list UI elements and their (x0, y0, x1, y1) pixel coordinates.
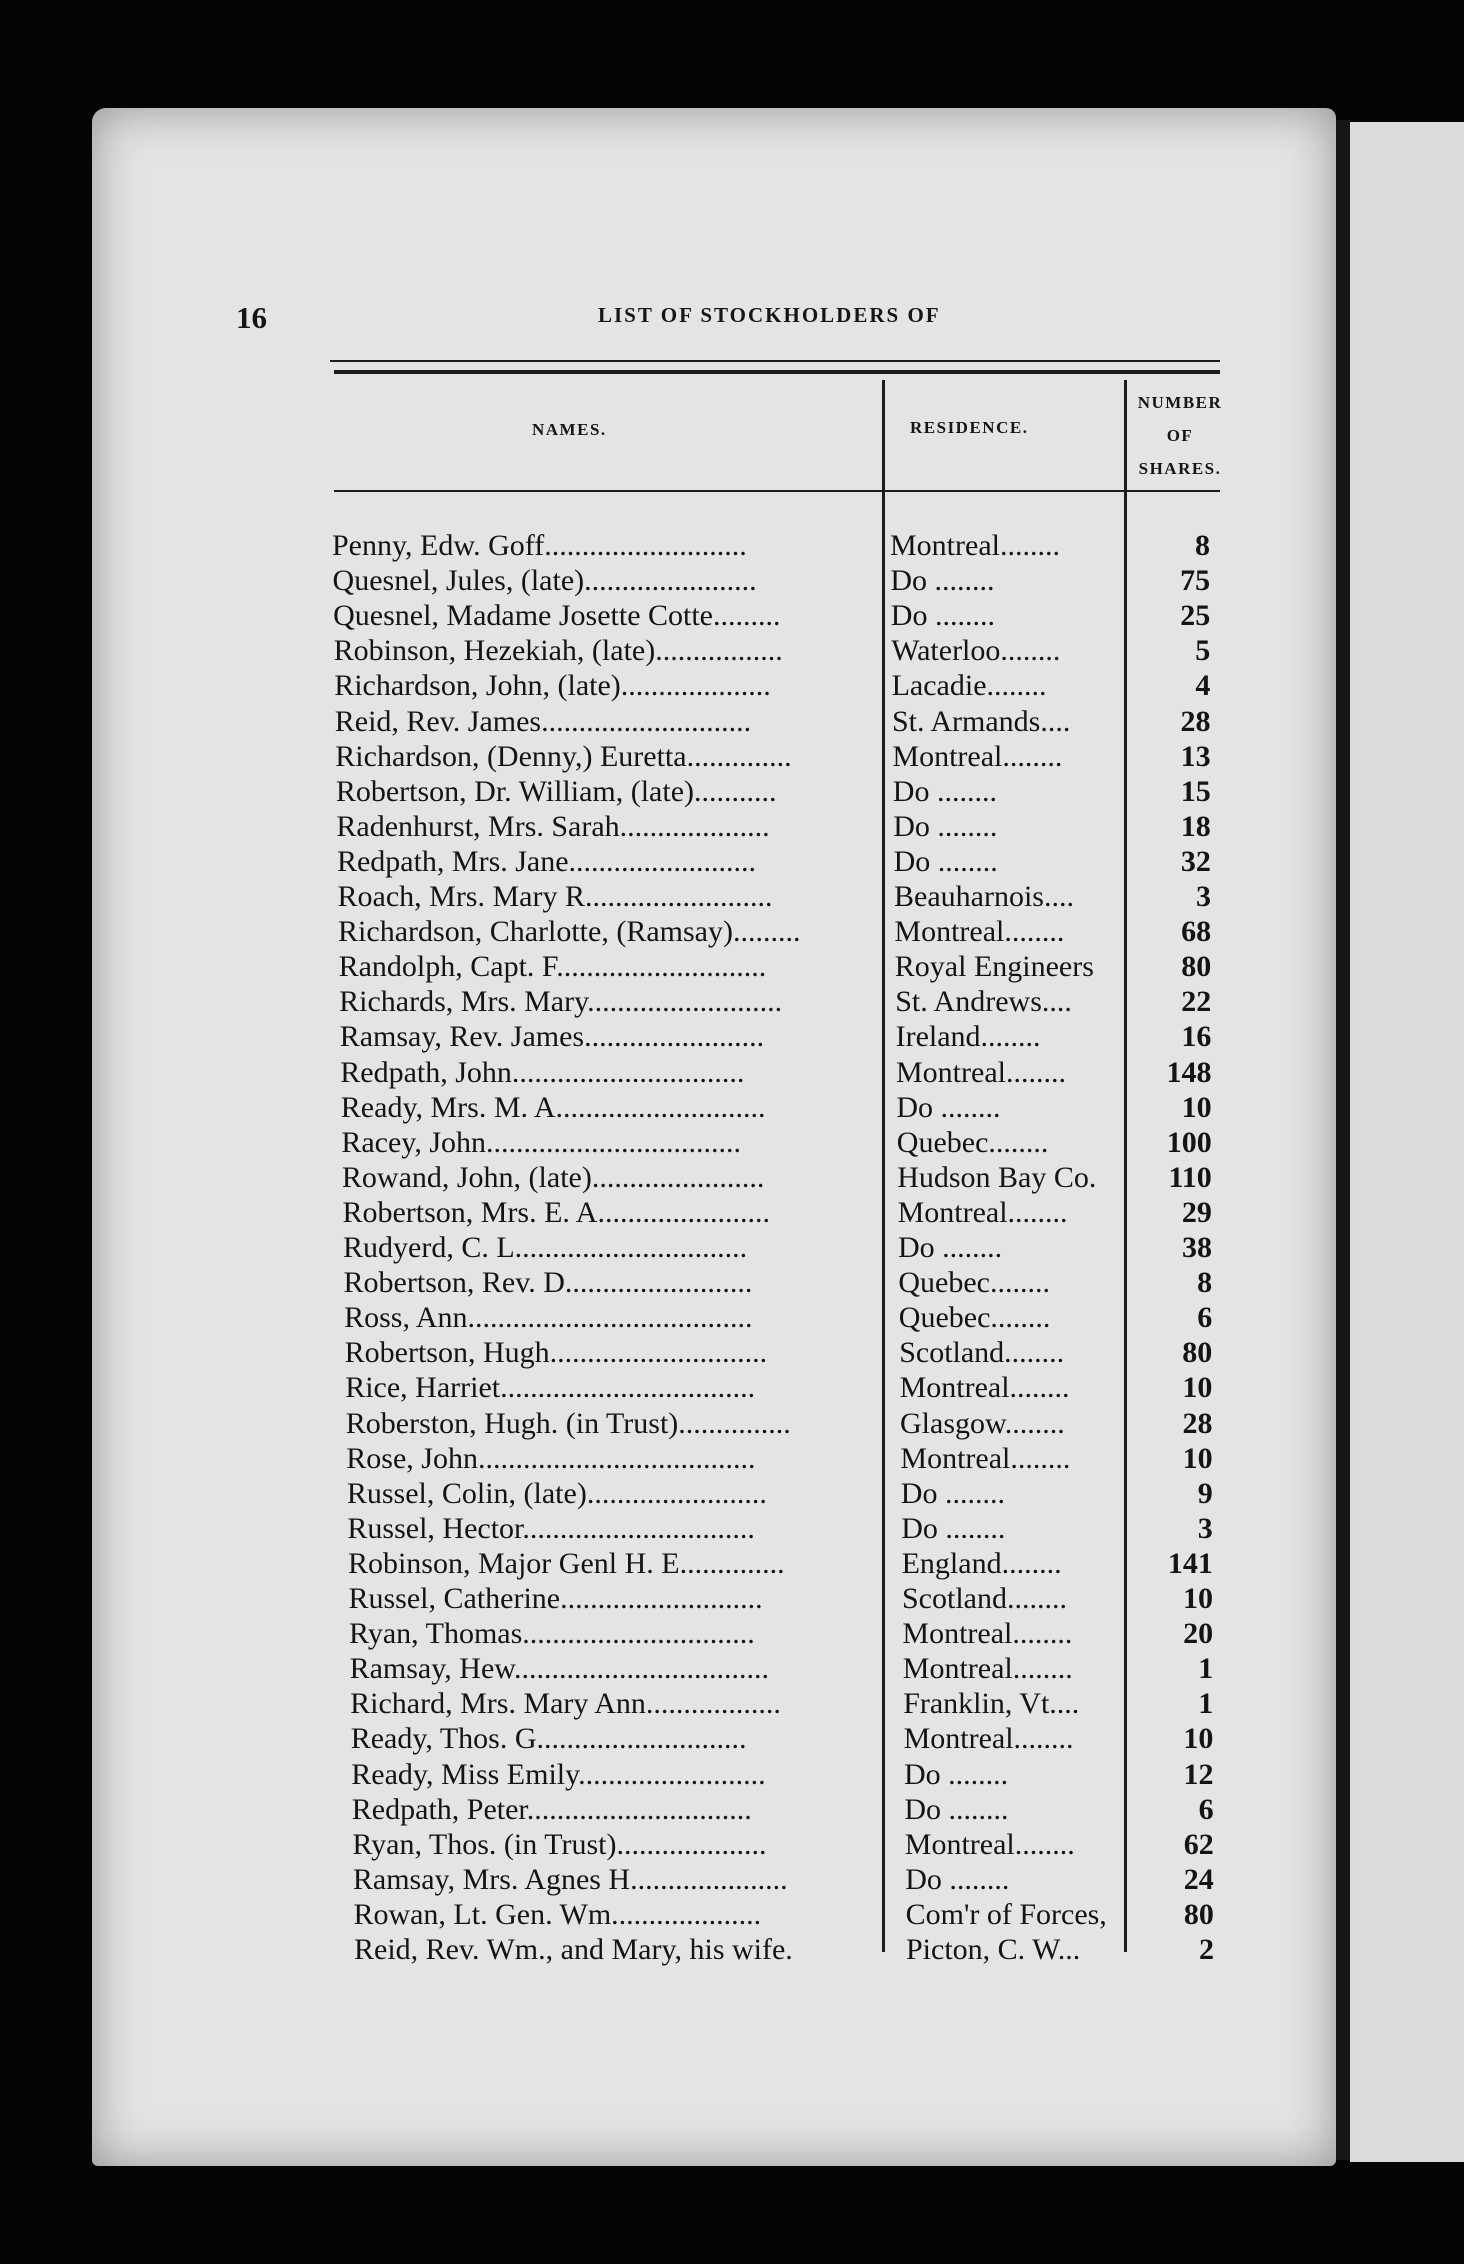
table-row (0, 984, 1300, 1019)
table-row (0, 949, 1300, 984)
shares-header-line-3: SHARES. (1138, 459, 1222, 478)
stockholder-shares: 28 (1180, 704, 1211, 738)
table-row (0, 879, 1300, 914)
stockholder-name: Ready, Miss Emily......................... (351, 1757, 766, 1791)
stockholder-residence: Waterloo........ (891, 634, 1061, 668)
stockholder-name: Rice, Harriet.................................. (345, 1371, 756, 1405)
header-bottom-rule (334, 490, 1220, 492)
table-row (0, 1160, 1300, 1195)
table-row (0, 563, 1300, 598)
stockholder-residence: Lacadie........ (891, 669, 1047, 703)
stockholder-name: Ryan, Thomas............................... (349, 1617, 755, 1651)
stockholder-shares: 10 (1183, 1722, 1214, 1756)
stockholder-residence: Ireland........ (895, 1020, 1041, 1054)
stockholder-residence: England........ (901, 1546, 1062, 1580)
stockholder-residence: Montreal........ (892, 739, 1063, 773)
stockholder-name: Richardson, John, (late).................... (334, 669, 771, 703)
table-row (0, 1932, 1300, 1967)
stockholder-residence: Do ........ (893, 844, 998, 878)
stockholder-residence: Do ........ (896, 1090, 1001, 1124)
stockholder-shares: 6 (1198, 1792, 1214, 1826)
table-row (0, 598, 1300, 633)
table-row (0, 704, 1300, 739)
stockholder-name: Roberston, Hugh. (in Trust)............... (345, 1406, 791, 1440)
stockholder-shares: 6 (1197, 1301, 1213, 1335)
table-row (0, 1125, 1300, 1160)
stockholder-name: Robertson, Mrs. E. A....................... (342, 1195, 770, 1229)
table-row (0, 1581, 1300, 1616)
stockholder-residence: Royal Engineers (894, 950, 1094, 984)
stockholder-shares: 80 (1183, 1897, 1214, 1931)
page-edge-shadow (1336, 120, 1350, 2160)
stockholder-residence: Do ........ (904, 1792, 1009, 1826)
stockholder-residence: Do ........ (890, 564, 995, 598)
stockholder-name: Reid, Rev. James............................ (334, 704, 752, 738)
stockholder-shares: 3 (1196, 880, 1211, 913)
stockholder-shares: 1 (1198, 1687, 1214, 1721)
stockholder-shares: 13 (1180, 739, 1211, 773)
stockholder-residence: Quebec........ (896, 1125, 1049, 1159)
table-row (0, 1651, 1300, 1686)
stockholder-shares: 75 (1180, 564, 1211, 598)
stockholder-residence: Scotland........ (899, 1336, 1065, 1370)
stockholder-name: Richardson, (Denny,) Euretta.............. (335, 739, 792, 773)
table-row (0, 1616, 1300, 1651)
stockholder-name: Robertson, Hugh............................. (344, 1336, 768, 1370)
stockholder-residence: Montreal........ (902, 1617, 1073, 1651)
table-row (0, 1019, 1300, 1054)
stockholder-shares: 32 (1180, 844, 1211, 878)
table-row (0, 1195, 1300, 1230)
stockholder-residence: Montreal........ (903, 1722, 1074, 1756)
stockholder-shares: 10 (1183, 1582, 1213, 1615)
stockholder-name: Russel, Colin, (late)........................ (346, 1476, 767, 1510)
stockholder-residence: Do ........ (905, 1862, 1010, 1896)
stockholder-name: Penny, Edw. Goff........................... (332, 529, 747, 562)
stockholder-shares: 68 (1181, 915, 1212, 949)
table-row (0, 1230, 1300, 1265)
stockholder-shares: 80 (1182, 1336, 1213, 1370)
stockholder-residence: Montreal........ (897, 1195, 1068, 1229)
stockholder-name: Richard, Mrs. Mary Ann.................. (350, 1687, 781, 1721)
table-row (0, 1055, 1300, 1090)
stockholder-shares: 16 (1181, 1020, 1212, 1054)
stockholder-residence: Do ........ (898, 1231, 1003, 1264)
stockholder-name: Redpath, Peter.............................. (351, 1792, 752, 1826)
stockholder-shares: 24 (1183, 1862, 1214, 1896)
stockholder-residence: Montreal........ (904, 1827, 1075, 1861)
stockholder-shares: 80 (1181, 950, 1212, 984)
stockholder-residence: Do ........ (892, 774, 997, 808)
stockholder-name: Racey, John.................................. (341, 1125, 742, 1159)
stockholder-shares: 148 (1166, 1055, 1212, 1089)
stockholder-shares: 110 (1168, 1160, 1212, 1194)
stockholder-residence: St. Armands.... (892, 704, 1071, 738)
stockholder-name: Redpath, John............................... (340, 1055, 745, 1089)
table-row (0, 1265, 1300, 1300)
header-rule-thick (334, 370, 1220, 374)
stockholder-shares: 2 (1199, 1933, 1214, 1966)
stockholder-residence: Quebec........ (898, 1301, 1051, 1335)
stockholder-residence: Montreal........ (890, 529, 1060, 562)
stockholder-residence: Com'r of Forces, (905, 1897, 1107, 1931)
adjacent-page-strip (1350, 122, 1464, 2162)
stockholder-residence: Montreal........ (896, 1055, 1066, 1089)
table-row (0, 914, 1300, 949)
stockholder-name: Rose, John..................................... (346, 1441, 756, 1475)
table-row (0, 809, 1300, 844)
table-row (0, 1827, 1300, 1862)
stockholder-name: Ramsay, Rev. James........................ (339, 1020, 765, 1054)
table-row (0, 1441, 1300, 1476)
stockholder-residence: St. Andrews.... (895, 985, 1072, 1019)
shares-header-line-2: OF (1166, 426, 1194, 445)
stockholder-residence: Do ........ (901, 1511, 1006, 1545)
stockholder-name: Robertson, Rev. D......................... (343, 1266, 753, 1300)
table-row (0, 1090, 1300, 1125)
table-row (0, 774, 1300, 809)
stockholder-residence: Montreal........ (899, 1371, 1070, 1405)
stockholder-shares: 3 (1197, 1511, 1213, 1545)
table-row (0, 528, 1300, 563)
stockholder-residence: Hudson Bay Co. (897, 1160, 1097, 1194)
stockholder-shares: 9 (1197, 1476, 1213, 1510)
stockholder-shares: 100 (1166, 1125, 1212, 1159)
stockholder-name: Ryan, Thos. (in Trust).................... (352, 1827, 767, 1861)
stockholder-shares: 22 (1181, 985, 1212, 1019)
stockholder-shares: 10 (1182, 1441, 1213, 1475)
stockholder-shares: 29 (1181, 1195, 1212, 1229)
table-row (0, 1335, 1300, 1370)
stockholder-shares: 62 (1183, 1827, 1214, 1861)
table-row (0, 1897, 1300, 1932)
table-row (0, 633, 1300, 668)
header-rule-thin (330, 360, 1220, 362)
stockholder-name: Ready, Mrs. M. A............................ (340, 1090, 766, 1124)
stockholder-name: Randolph, Capt. F............................ (338, 950, 767, 984)
stockholder-shares: 20 (1183, 1617, 1214, 1651)
table-row (0, 1511, 1300, 1546)
stockholder-shares: 25 (1180, 599, 1211, 633)
stockholder-name: Rowand, John, (late)....................... (341, 1160, 765, 1194)
stockholder-shares: 5 (1195, 634, 1211, 668)
stockholder-shares: 28 (1182, 1406, 1213, 1440)
stockholder-name: Rudyerd, C. L............................... (343, 1231, 748, 1264)
stockholder-residence: Do ........ (900, 1476, 1005, 1510)
stockholder-name: Ross, Ann...................................... (344, 1301, 753, 1335)
stockholder-shares: 15 (1180, 774, 1211, 808)
stockholder-shares: 10 (1181, 1090, 1212, 1124)
stockholder-shares: 8 (1195, 529, 1210, 562)
stockholder-name: Rowan, Lt. Gen. Wm.................... (353, 1897, 762, 1931)
stockholder-shares: 141 (1167, 1546, 1213, 1580)
stockholder-residence: Do ........ (890, 599, 995, 633)
stockholder-shares: 18 (1180, 809, 1211, 843)
stockholder-name: Quesnel, Jules, (late)....................... (332, 564, 757, 598)
table-row (0, 1300, 1300, 1335)
stockholder-residence: Do ........ (904, 1757, 1009, 1791)
stockholder-name: Roach, Mrs. Mary R......................... (337, 880, 773, 913)
table-row (0, 1476, 1300, 1511)
stockholder-name: Ramsay, Mrs. Agnes H..................... (352, 1862, 788, 1896)
stockholder-shares: 10 (1182, 1371, 1213, 1405)
table-row (0, 1546, 1300, 1581)
stockholder-shares: 38 (1182, 1231, 1212, 1264)
table-row (0, 1721, 1300, 1756)
stockholder-residence: Montreal........ (900, 1441, 1071, 1475)
stockholder-shares: 12 (1183, 1757, 1214, 1791)
stockholder-name: Quesnel, Madame Josette Cotte......... (333, 599, 781, 633)
stockholder-residence: Glasgow........ (900, 1406, 1065, 1440)
stockholder-residence: Quebec........ (898, 1266, 1051, 1300)
stockholder-residence: Montreal........ (894, 915, 1065, 949)
table-row (0, 668, 1300, 703)
stockholder-residence: Scotland........ (902, 1582, 1067, 1615)
table-row (0, 1757, 1300, 1792)
table-row (0, 1686, 1300, 1721)
stockholder-residence: Beauharnois.... (894, 880, 1074, 913)
stockholder-residence: Picton, C. W... (906, 1933, 1081, 1966)
stockholder-residence: Franklin, Vt.... (903, 1687, 1080, 1721)
stockholder-name: Richards, Mrs. Mary.......................... (339, 985, 783, 1019)
stockholder-shares: 8 (1197, 1266, 1213, 1300)
stockholder-name: Ramsay, Hew.................................. (349, 1652, 769, 1686)
page-number: 16 (236, 300, 267, 335)
stockholder-name: Ready, Thos. G............................ (350, 1722, 747, 1756)
residence-column-header: RESIDENCE. (910, 418, 1029, 437)
stockholder-residence: Do ........ (893, 809, 998, 843)
stockholder-name: Reid, Rev. Wm., and Mary, his wife. (354, 1933, 793, 1966)
stockholder-name: Redpath, Mrs. Jane......................... (336, 844, 757, 878)
table-row (0, 739, 1300, 774)
stockholder-name: Russel, Catherine........................... (348, 1582, 763, 1615)
stockholder-name: Robinson, Major Genl H. E.............. (347, 1546, 785, 1580)
table-row (0, 1370, 1300, 1405)
running-head: LIST OF STOCKHOLDERS OF (598, 303, 941, 327)
shares-column-header (1128, 386, 1232, 485)
stockholder-name: Robinson, Hezekiah, (late)................. (333, 634, 783, 668)
stockholder-name: Radenhurst, Mrs. Sarah.................... (336, 809, 770, 843)
shares-header-line-1: NUMBER (1137, 393, 1223, 412)
stockholder-shares: 4 (1195, 669, 1211, 703)
table-row (0, 1862, 1300, 1897)
stockholder-shares: 1 (1198, 1652, 1214, 1686)
names-column-header: NAMES. (532, 420, 607, 439)
table-row (0, 844, 1300, 879)
stockholder-name: Robertson, Dr. William, (late)........... (335, 774, 777, 808)
stockholder-name: Russel, Hector............................... (347, 1511, 755, 1545)
stockholder-residence: Montreal........ (902, 1652, 1073, 1686)
table-row (0, 1406, 1300, 1441)
stockholder-name: Richardson, Charlotte, (Ramsay)......... (338, 915, 801, 949)
table-row (0, 1792, 1300, 1827)
